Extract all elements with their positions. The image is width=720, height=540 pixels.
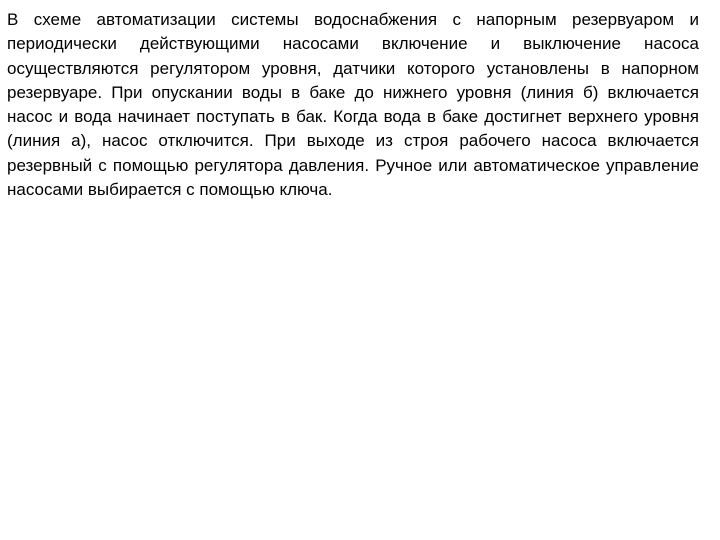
body-paragraph: В схеме автоматизации системы водоснабжения с напорным резервуаром и периодически действующими насосами включение и выключение насоса осуществляются регулятором уровня, датчики которого установлены в напорном резервуаре. При опускании воды в баке до нижнего уровня (линия б) включается насос и вода начинает поступать в бак. Когда вода в баке достигнет верхнего уровня (линия а), насос отключится. При выходе из строя рабочего насоса включается резервный с помощью регулятора давления. Ручное или автоматическое управление насосами выбирается с помощью ключа. — [7, 10, 699, 200]
